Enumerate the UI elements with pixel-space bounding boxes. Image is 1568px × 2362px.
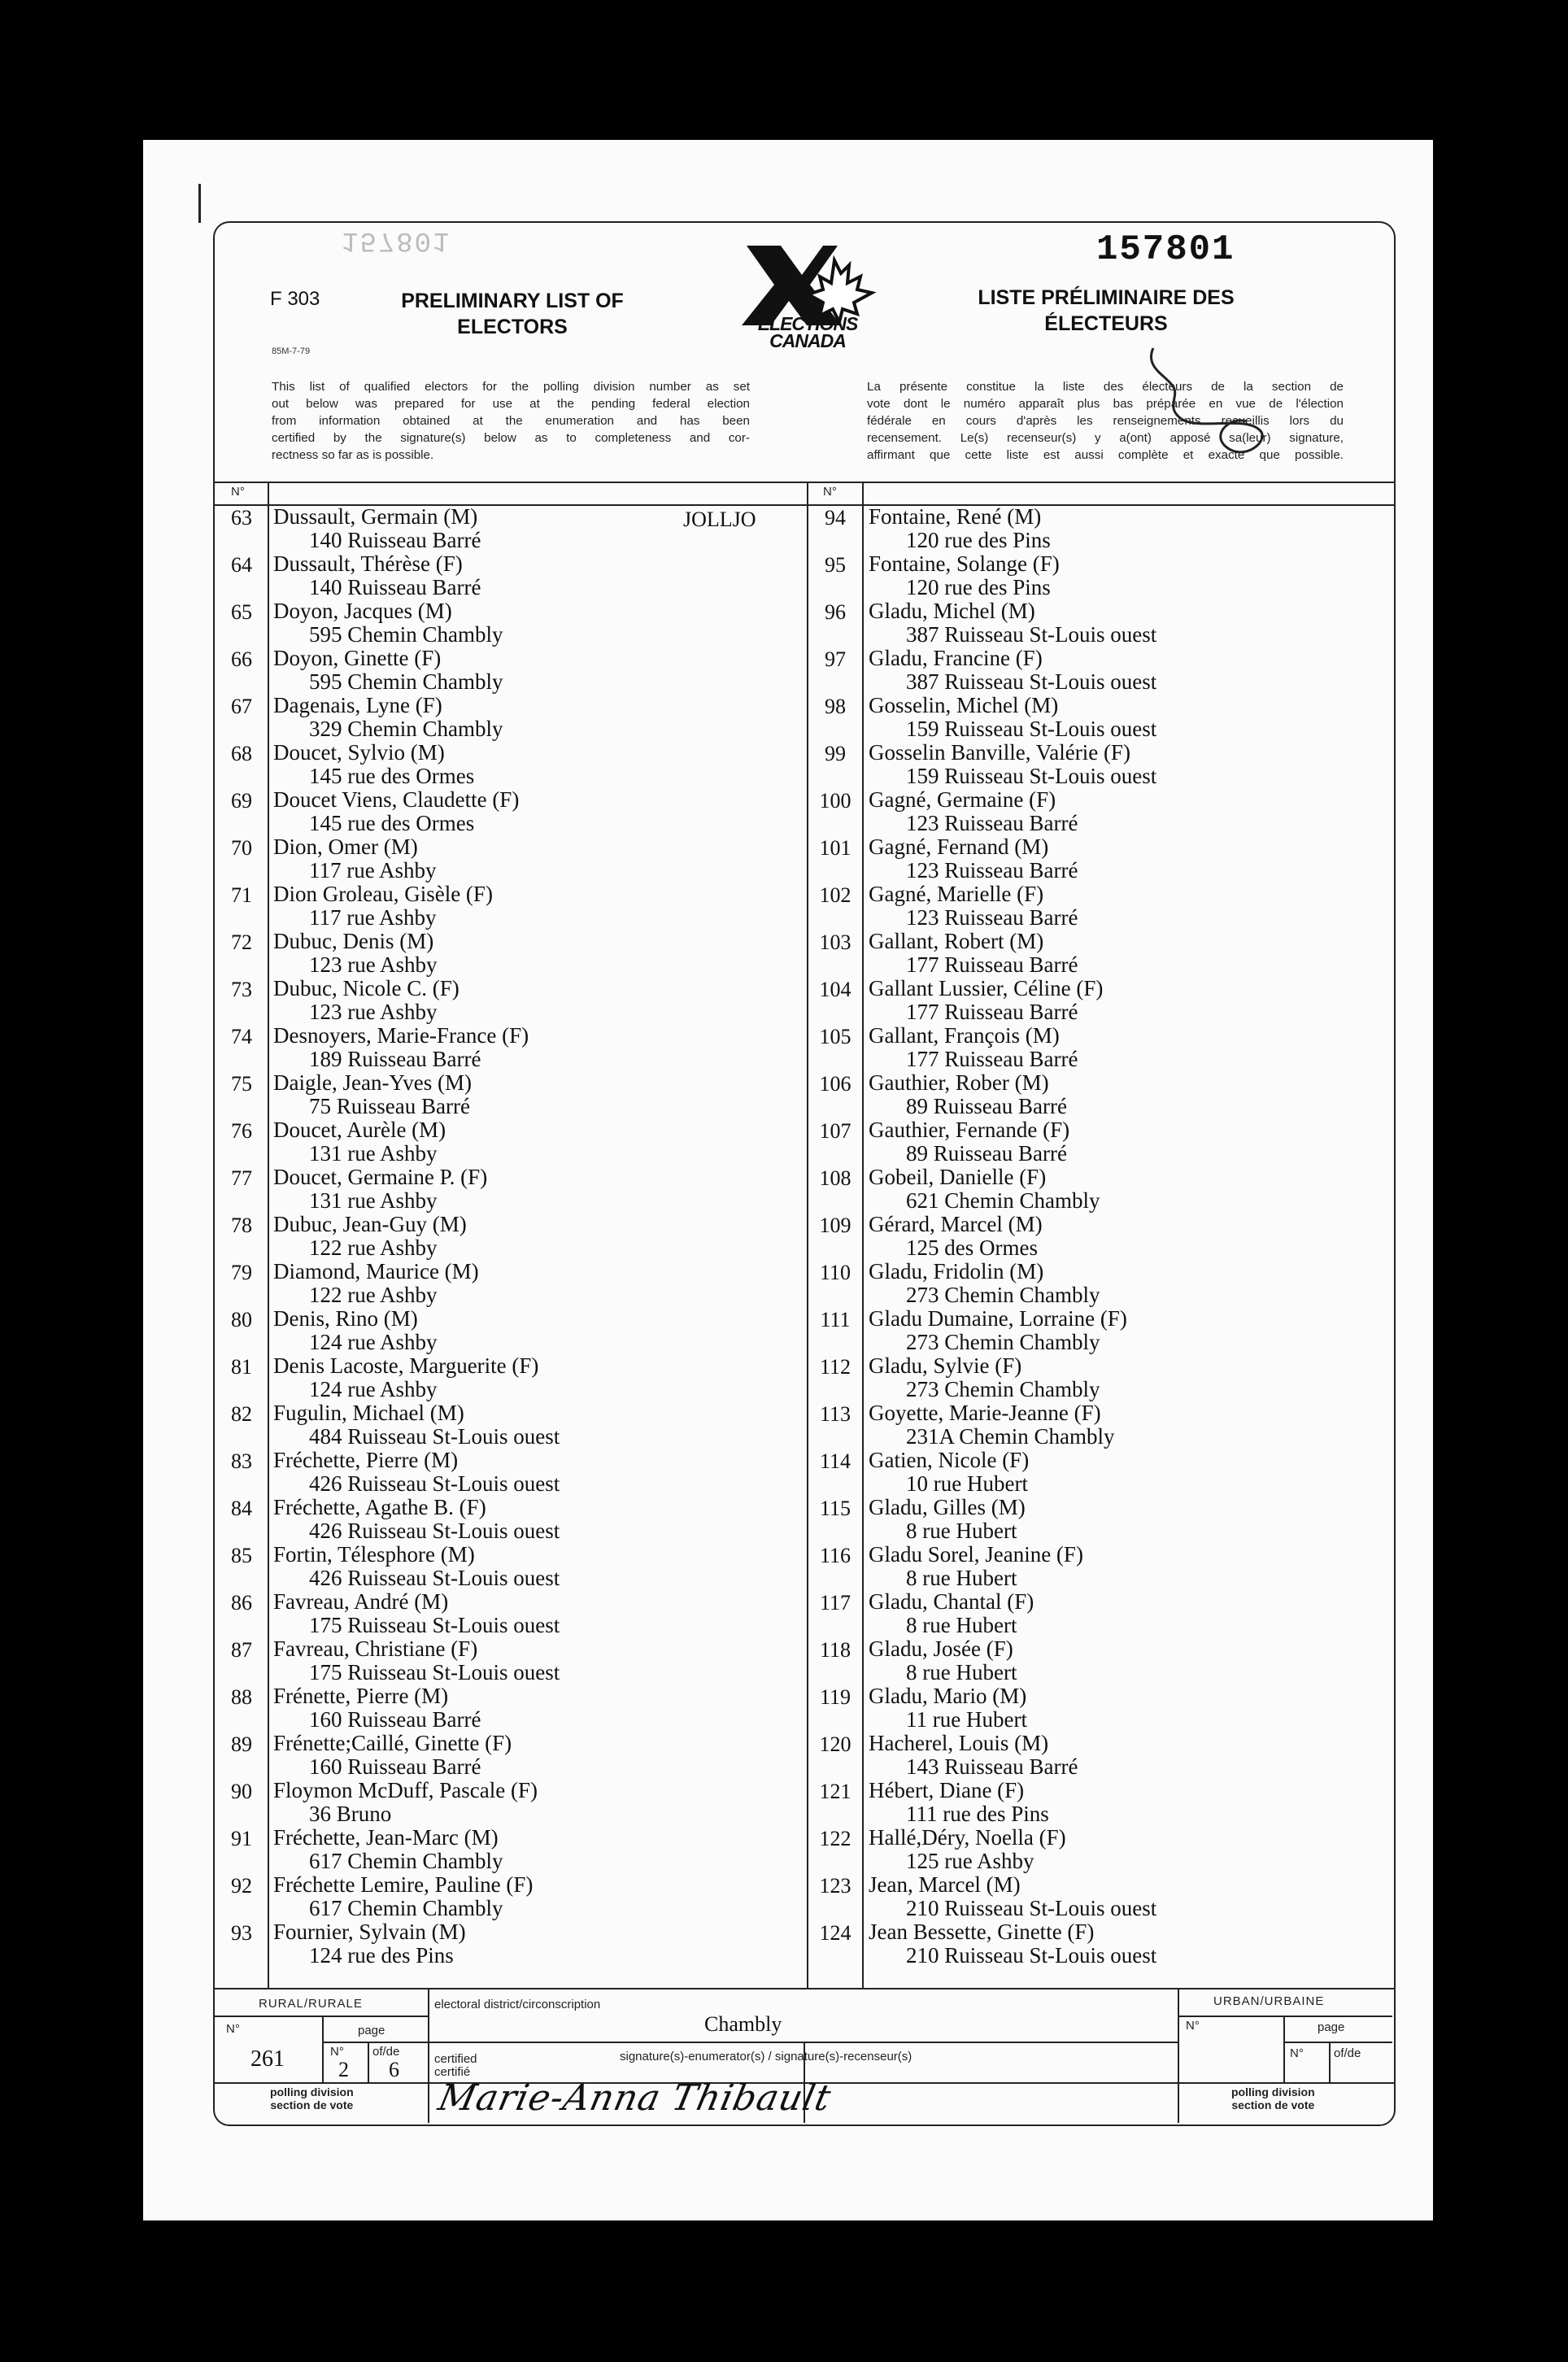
elector-number: 86 xyxy=(231,1591,252,1615)
elector-number: 76 xyxy=(231,1119,252,1143)
page-total: 6 xyxy=(389,2058,399,2081)
elector-address: 426 Ruisseau St-Louis ouest xyxy=(309,1566,560,1590)
elector-number: 123 xyxy=(819,1874,852,1898)
elector-address: 11 rue Hubert xyxy=(906,1707,1027,1732)
elector-name: Gauthier, Rober (M) xyxy=(869,1070,1049,1095)
elector-number: 103 xyxy=(819,930,852,954)
elector-number: 121 xyxy=(819,1780,852,1803)
elector-address: 124 rue des Pins xyxy=(309,1943,454,1968)
elector-name: Fontaine, Solange (F) xyxy=(869,551,1060,576)
elector-number: 98 xyxy=(825,695,846,718)
elector-name: Dion, Omer (M) xyxy=(273,835,418,859)
elector-address: 124 rue Ashby xyxy=(309,1330,438,1354)
page-no-label: N° xyxy=(330,2045,344,2059)
footer-urban-rule xyxy=(1179,2016,1392,2017)
elector-name: Dussault, Thérèse (F) xyxy=(273,551,463,576)
elector-number: 80 xyxy=(231,1308,252,1331)
elector-address: 273 Chemin Chambly xyxy=(906,1283,1100,1307)
elector-number: 114 xyxy=(819,1449,852,1473)
elector-address: 123 Ruisseau Barré xyxy=(906,905,1078,930)
elector-name: Hallé,Déry, Noella (F) xyxy=(869,1825,1066,1850)
elector-name: Gladu, Gilles (M) xyxy=(869,1495,1026,1519)
elector-name: Hébert, Diane (F) xyxy=(869,1778,1025,1802)
elector-number: 124 xyxy=(819,1921,852,1945)
elector-name: Dubuc, Nicole C. (F) xyxy=(273,976,460,1000)
elector-address: 143 Ruisseau Barré xyxy=(906,1754,1078,1779)
elector-number: 91 xyxy=(231,1827,252,1850)
elector-address: 426 Ruisseau St-Louis ouest xyxy=(309,1519,560,1543)
elector-address: 177 Ruisseau Barré xyxy=(906,1047,1078,1071)
elector-number: 90 xyxy=(231,1780,252,1803)
elector-address: 177 Ruisseau Barré xyxy=(906,952,1078,977)
elector-number: 102 xyxy=(819,883,852,907)
elector-name: Fugulin, Michael (M) xyxy=(273,1401,464,1425)
district-value: Chambly xyxy=(704,2012,782,2036)
footer-rural-rule xyxy=(215,2016,428,2017)
elector-address: 122 rue Ashby xyxy=(309,1283,438,1307)
elector-address: 125 rue Ashby xyxy=(906,1849,1034,1873)
elector-name: Gladu, Josée (F) xyxy=(869,1636,1013,1661)
elector-address: 387 Ruisseau St-Louis ouest xyxy=(906,622,1157,647)
elector-number: 85 xyxy=(231,1544,252,1567)
elector-number: 112 xyxy=(819,1355,852,1379)
elector-name: Dussault, Germain (M) xyxy=(273,504,478,529)
signature-label: signature(s)-enumerator(s) / signature(s)-recenseur(s) xyxy=(620,2050,912,2063)
elector-name: Fréchette Lemire, Pauline (F) xyxy=(273,1872,534,1897)
elector-address: 123 Ruisseau Barré xyxy=(906,811,1078,835)
elector-number: 71 xyxy=(231,883,252,907)
elector-number: 92 xyxy=(231,1874,252,1898)
handwritten-scribble xyxy=(1147,342,1277,472)
elector-name: Gosselin, Michel (M) xyxy=(869,693,1059,717)
elector-name: Gérard, Marcel (M) xyxy=(869,1212,1043,1236)
elector-address: 273 Chemin Chambly xyxy=(906,1377,1100,1401)
elector-name: Dubuc, Denis (M) xyxy=(273,929,434,953)
elector-name: Gladu, Michel (M) xyxy=(869,599,1035,623)
elector-address: 10 rue Hubert xyxy=(906,1471,1028,1496)
elector-number: 77 xyxy=(231,1166,252,1190)
elector-name: Doucet, Sylvio (M) xyxy=(273,740,445,765)
elector-address: 123 Ruisseau Barré xyxy=(906,858,1078,882)
page-ofde-label: of/de xyxy=(372,2045,400,2059)
elector-name: Frénette;Caillé, Ginette (F) xyxy=(273,1731,512,1755)
footer-page-rule xyxy=(322,2042,428,2043)
elector-address: 123 rue Ashby xyxy=(309,1000,438,1024)
elector-number: 111 xyxy=(820,1308,851,1331)
elector-address: 131 rue Ashby xyxy=(309,1141,438,1166)
elector-address: 210 Ruisseau St-Louis ouest xyxy=(906,1896,1157,1920)
elector-name: Gladu, Sylvie (F) xyxy=(869,1353,1022,1378)
elector-address: 175 Ruisseau St-Louis ouest xyxy=(309,1613,560,1637)
intro-fr: La présente constitue la liste des électeurs de la section de vote dont le numéro apparaît plus bas préparée en vue de l'élection fédérale en cours d'après les renseignements recueillis lors du recensement. Le(s) recenseur(s) y a(ont) apposé sa(leur) signature, affirmant que cette liste est aussi complète et exacte que possible. xyxy=(867,380,1344,462)
elector-address: 160 Ruisseau Barré xyxy=(309,1754,481,1779)
elector-address: 621 Chemin Chambly xyxy=(906,1188,1100,1213)
elector-number: 105 xyxy=(819,1025,852,1048)
elector-name: Fréchette, Agathe B. (F) xyxy=(273,1495,486,1519)
elector-address: 8 rue Hubert xyxy=(906,1660,1017,1684)
elector-address: 387 Ruisseau St-Louis ouest xyxy=(906,669,1157,694)
elector-name: Fréchette, Jean-Marc (M) xyxy=(273,1825,499,1850)
elector-address: 145 rue des Ormes xyxy=(309,811,475,835)
elector-name: Gallant Lussier, Céline (F) xyxy=(869,976,1104,1000)
elector-number: 100 xyxy=(819,789,852,813)
elector-address: 123 rue Ashby xyxy=(309,952,438,977)
table-top-rule xyxy=(215,482,1394,483)
elector-name: Gladu, Fridolin (M) xyxy=(869,1259,1044,1283)
elector-number: 64 xyxy=(231,553,252,577)
rural-label: RURAL/RURALE xyxy=(259,1997,363,2011)
elector-address: 595 Chemin Chambly xyxy=(309,622,503,647)
elector-address: 140 Ruisseau Barré xyxy=(309,575,481,599)
urban-label: URBAN/URBAINE xyxy=(1213,1994,1325,2008)
footer-rural-split xyxy=(322,2017,324,2082)
elector-name: Fontaine, René (M) xyxy=(869,504,1042,529)
elector-name: Floymon McDuff, Pascale (F) xyxy=(273,1778,538,1802)
faint-stamp: 157801 xyxy=(342,224,451,255)
elector-name: Doucet Viens, Claudette (F) xyxy=(273,787,520,812)
elector-name: Gladu, Francine (F) xyxy=(869,646,1043,670)
elector-number: 68 xyxy=(231,742,252,765)
elector-address: 131 rue Ashby xyxy=(309,1188,438,1213)
elector-name: Gatien, Nicole (F) xyxy=(869,1448,1030,1472)
elector-address: 273 Chemin Chambly xyxy=(906,1330,1100,1354)
elector-number: 110 xyxy=(819,1261,852,1284)
elector-address: 8 rue Hubert xyxy=(906,1613,1017,1637)
elector-number: 78 xyxy=(231,1214,252,1237)
elector-number: 70 xyxy=(231,836,252,860)
elector-address: 117 rue Ashby xyxy=(309,905,437,930)
right-no-column-rule xyxy=(862,482,864,1988)
elector-address: 175 Ruisseau St-Louis ouest xyxy=(309,1660,560,1684)
margin-mark xyxy=(198,184,201,223)
elector-address: 231A Chemin Chambly xyxy=(906,1424,1115,1449)
elector-number: 83 xyxy=(231,1449,252,1473)
elector-address: 484 Ruisseau St-Louis ouest xyxy=(309,1424,560,1449)
elector-number: 117 xyxy=(819,1591,852,1615)
elector-name: Fournier, Sylvain (M) xyxy=(273,1920,466,1944)
elector-name: Desnoyers, Marie-France (F) xyxy=(273,1023,529,1048)
page-number: 2 xyxy=(338,2058,349,2081)
elector-number: 87 xyxy=(231,1638,252,1662)
elector-name: Hacherel, Louis (M) xyxy=(869,1731,1049,1755)
elector-number: 94 xyxy=(825,506,846,529)
footer-rule-2 xyxy=(1178,1988,1179,2123)
elector-address: 595 Chemin Chambly xyxy=(309,669,503,694)
elector-name: Denis Lacoste, Marguerite (F) xyxy=(273,1353,539,1378)
elector-address: 159 Ruisseau St-Louis ouest xyxy=(906,717,1157,741)
elector-number: 82 xyxy=(231,1402,252,1426)
elector-number: 108 xyxy=(819,1166,852,1190)
elections-canada-logo: ELECTIONS CANADA xyxy=(738,241,877,363)
elector-name: Jean, Marcel (M) xyxy=(869,1872,1021,1897)
elector-name: Jean Bessette, Ginette (F) xyxy=(869,1920,1095,1944)
title-en: PRELIMINARY LIST OF ELECTORS xyxy=(401,290,624,338)
elector-name: Daigle, Jean-Yves (M) xyxy=(273,1070,472,1095)
elector-number: 107 xyxy=(819,1119,852,1143)
elector-address: 210 Ruisseau St-Louis ouest xyxy=(906,1943,1157,1968)
elector-number: 63 xyxy=(231,506,252,529)
elector-address: 159 Ruisseau St-Louis ouest xyxy=(906,764,1157,788)
footer-page-split xyxy=(368,2043,369,2082)
elector-number: 75 xyxy=(231,1072,252,1096)
elector-address: 111 rue des Pins xyxy=(906,1802,1049,1826)
urban-polling-label: polling division section de vote xyxy=(1231,2085,1315,2111)
elector-address: 125 des Ormes xyxy=(906,1235,1038,1260)
elector-number: 72 xyxy=(231,930,252,954)
elector-address: 89 Ruisseau Barré xyxy=(906,1094,1067,1118)
elector-address: 617 Chemin Chambly xyxy=(309,1849,503,1873)
stamp-number: 157801 xyxy=(1096,229,1235,270)
elector-number: 88 xyxy=(231,1685,252,1709)
elector-address: 145 rue des Ormes xyxy=(309,764,475,788)
footer-top-rule xyxy=(215,1988,1394,1989)
elector-name: Dion Groleau, Gisèle (F) xyxy=(273,882,493,906)
elector-address: 617 Chemin Chambly xyxy=(309,1896,503,1920)
urban-page-no-label: N° xyxy=(1290,2046,1304,2060)
urban-no-label: N° xyxy=(1186,2019,1200,2033)
rural-polling-label: polling division section de vote xyxy=(270,2085,354,2111)
elector-name: Favreau, Christiane (F) xyxy=(273,1636,478,1661)
footer-rule-1 xyxy=(428,1988,429,2123)
elector-address: 124 rue Ashby xyxy=(309,1377,438,1401)
footer-urban-page-split xyxy=(1329,2043,1331,2082)
elector-number: 74 xyxy=(231,1025,252,1048)
elector-name: Gladu, Mario (M) xyxy=(869,1684,1027,1708)
rural-no-label: N° xyxy=(226,2022,240,2036)
elector-number: 101 xyxy=(819,836,852,860)
elector-address: 75 Ruisseau Barré xyxy=(309,1094,470,1118)
elector-number: 69 xyxy=(231,789,252,813)
elector-number: 67 xyxy=(231,695,252,718)
footer-district-rule xyxy=(428,2042,1178,2043)
elector-name: Gobeil, Danielle (F) xyxy=(869,1165,1047,1189)
elector-address: 117 rue Ashby xyxy=(309,858,437,882)
elector-number: 104 xyxy=(819,978,852,1001)
elector-name: Frénette, Pierre (M) xyxy=(273,1684,449,1708)
elector-name: Doyon, Jacques (M) xyxy=(273,599,452,623)
urban-page-label: page xyxy=(1318,2020,1345,2034)
elector-number: 99 xyxy=(825,742,846,765)
left-no-header: N° xyxy=(231,485,245,499)
elector-name: Gladu Sorel, Jeanine (F) xyxy=(869,1542,1083,1567)
elector-address: 160 Ruisseau Barré xyxy=(309,1707,481,1732)
title-fr: LISTE PRÉLIMINAIRE DES ÉLECTEURS xyxy=(978,286,1235,335)
elector-number: 106 xyxy=(819,1072,852,1096)
elector-number: 116 xyxy=(819,1544,852,1567)
footer-urban-page-rule xyxy=(1283,2042,1392,2043)
elector-name: Doucet, Aurèle (M) xyxy=(273,1118,446,1142)
certified-label: certified certifié xyxy=(434,2052,477,2079)
elector-address: 177 Ruisseau Barré xyxy=(906,1000,1078,1024)
right-no-header: N° xyxy=(823,485,837,499)
elector-name: Denis, Rino (M) xyxy=(273,1306,418,1331)
elector-number: 66 xyxy=(231,647,252,671)
annotation: JOLLJO xyxy=(683,508,756,531)
elector-number: 115 xyxy=(819,1497,852,1520)
elector-number: 73 xyxy=(231,978,252,1001)
elector-address: 89 Ruisseau Barré xyxy=(906,1141,1067,1166)
district-label: electoral district/circonscription xyxy=(434,1998,601,2011)
elector-name: Gagné, Germaine (F) xyxy=(869,787,1056,812)
form-number: F 303 xyxy=(270,288,320,310)
enumerator-signature: Marie-Anna Thibault xyxy=(434,2077,835,2119)
elector-name: Gladu Dumaine, Lorraine (F) xyxy=(869,1306,1127,1331)
elector-number: 109 xyxy=(819,1214,852,1237)
elector-name: Gagné, Fernand (M) xyxy=(869,835,1049,859)
elector-name: Gosselin Banville, Valérie (F) xyxy=(869,740,1130,765)
form-code: 85M-7-79 xyxy=(272,346,311,356)
elector-number: 97 xyxy=(825,647,846,671)
elector-name: Gauthier, Fernande (F) xyxy=(869,1118,1070,1142)
footer-urban-split xyxy=(1283,2017,1285,2082)
elector-name: Goyette, Marie-Jeanne (F) xyxy=(869,1401,1101,1425)
elector-number: 89 xyxy=(231,1732,252,1756)
elector-number: 122 xyxy=(819,1827,852,1850)
urban-ofde-label: of/de xyxy=(1334,2046,1361,2060)
elector-address: 120 rue des Pins xyxy=(906,575,1051,599)
elector-name: Dagenais, Lyne (F) xyxy=(273,693,442,717)
elector-number: 113 xyxy=(819,1402,852,1426)
elector-address: 140 Ruisseau Barré xyxy=(309,528,481,552)
rural-page-label: page xyxy=(358,2024,385,2037)
elector-name: Gallant, Robert (M) xyxy=(869,929,1044,953)
elector-address: 426 Ruisseau St-Louis ouest xyxy=(309,1471,560,1496)
elector-number: 81 xyxy=(231,1355,252,1379)
elector-number: 119 xyxy=(819,1685,852,1709)
elector-address: 8 rue Hubert xyxy=(906,1566,1017,1590)
polling-number: 261 xyxy=(250,2046,285,2072)
elector-name: Gladu, Chantal (F) xyxy=(869,1589,1034,1614)
elector-number: 95 xyxy=(825,553,846,577)
elector-name: Doyon, Ginette (F) xyxy=(273,646,442,670)
intro-en: This list of qualified electors for the polling division number as set out below was prepared for use at the pending federal election from information obtained at the enumeration and has been certified by the signature(s) below as to completeness and cor- rectness so far as is possible. xyxy=(272,380,750,462)
elector-address: 36 Bruno xyxy=(309,1802,392,1826)
elector-name: Doucet, Germaine P. (F) xyxy=(273,1165,488,1189)
elector-address: 120 rue des Pins xyxy=(906,528,1051,552)
elector-name: Gallant, François (M) xyxy=(869,1023,1060,1048)
elector-number: 93 xyxy=(231,1921,252,1945)
elector-address: 122 rue Ashby xyxy=(309,1235,438,1260)
elector-name: Dubuc, Jean-Guy (M) xyxy=(273,1212,467,1236)
elector-number: 84 xyxy=(231,1497,252,1520)
elector-address: 329 Chemin Chambly xyxy=(309,717,503,741)
elector-number: 120 xyxy=(819,1732,852,1756)
elector-name: Fortin, Télesphore (M) xyxy=(273,1542,475,1567)
elector-number: 96 xyxy=(825,600,846,624)
elector-name: Favreau, André (M) xyxy=(273,1589,449,1614)
elector-name: Gagné, Marielle (F) xyxy=(869,882,1044,906)
elector-name: Fréchette, Pierre (M) xyxy=(273,1448,459,1472)
elector-number: 79 xyxy=(231,1261,252,1284)
elector-address: 8 rue Hubert xyxy=(906,1519,1017,1543)
elector-number: 118 xyxy=(819,1638,852,1662)
elector-name: Diamond, Maurice (M) xyxy=(273,1259,479,1283)
elector-address: 189 Ruisseau Barré xyxy=(309,1047,481,1071)
elector-number: 65 xyxy=(231,600,252,624)
